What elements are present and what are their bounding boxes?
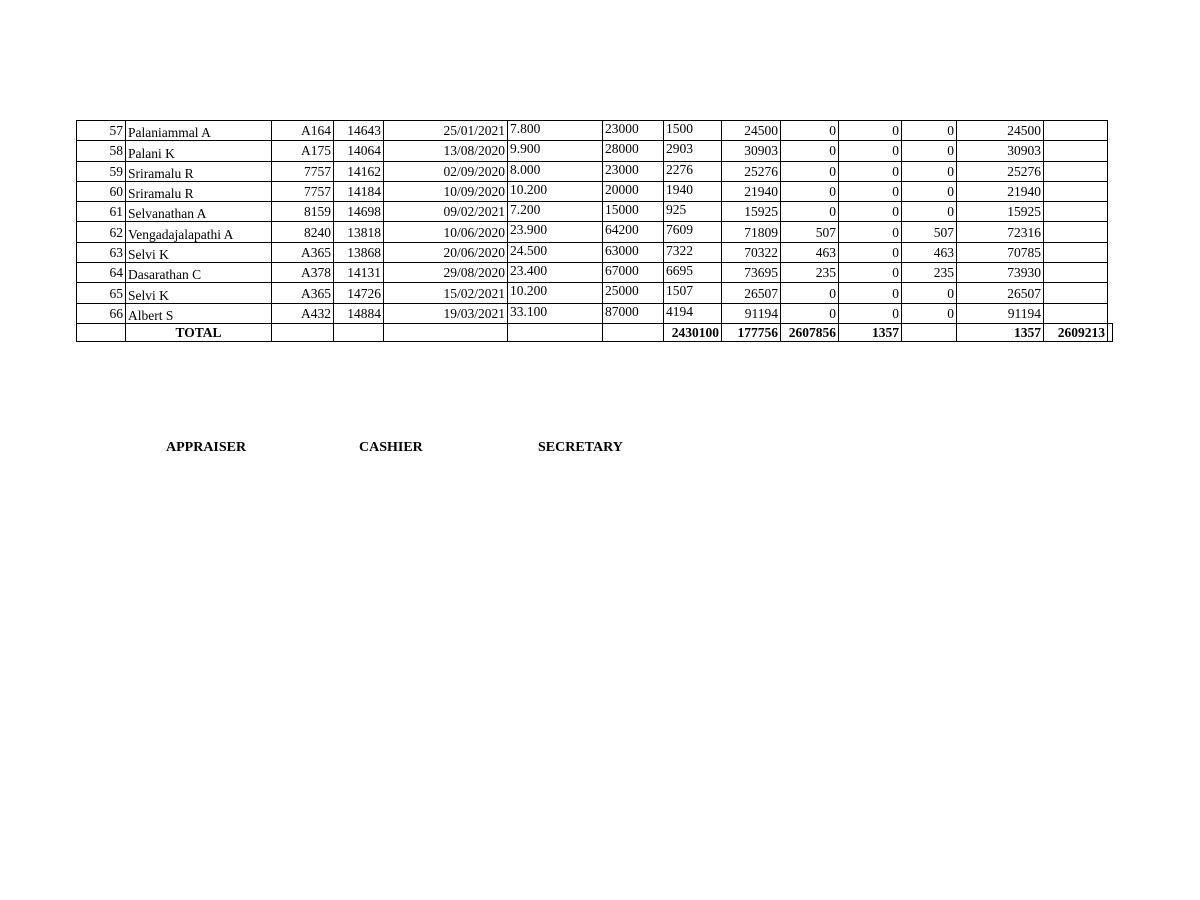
cell-amount: 73695 xyxy=(722,263,781,283)
cell-extra-charge: 463 xyxy=(781,242,839,262)
cell-remarks xyxy=(1044,222,1108,242)
cell-interest: 4194 xyxy=(664,303,722,323)
cell-interest: 1940 xyxy=(664,181,722,201)
cell-remarks xyxy=(1044,141,1108,161)
cell-loan-number: 13818 xyxy=(334,222,384,242)
cell-balance-charge: 0 xyxy=(902,303,957,323)
cell-member-id: A365 xyxy=(272,283,334,303)
cell-loan-number: 13868 xyxy=(334,242,384,262)
cell-member-id: A365 xyxy=(272,242,334,262)
cell-weight: 10.200 xyxy=(508,181,603,201)
cell-grand-amount: 72316 xyxy=(957,222,1044,242)
cell-balance-charge: 235 xyxy=(902,263,957,283)
cell-waiver: 0 xyxy=(839,181,902,201)
cell-customer-name: Dasarathan C xyxy=(126,263,272,283)
cell-waiver: 0 xyxy=(839,242,902,262)
cell-waiver: 0 xyxy=(839,121,902,141)
total-balance-charge xyxy=(902,323,957,341)
cell-grand-amount: 26507 xyxy=(957,283,1044,303)
cell-member-id: 8159 xyxy=(272,202,334,222)
cell-weight: 7.800 xyxy=(508,121,603,141)
cell-extra-charge: 0 xyxy=(781,303,839,323)
cell-remarks xyxy=(1044,202,1108,222)
cell-interest: 2276 xyxy=(664,161,722,181)
cell-waiver: 0 xyxy=(839,263,902,283)
total-weight xyxy=(508,323,603,341)
cell-loan-date: 10/06/2020 xyxy=(384,222,508,242)
secretary-signature-label: SECRETARY xyxy=(538,440,623,455)
cell-customer-name: Palaniammal A xyxy=(126,121,272,141)
cell-balance-charge: 0 xyxy=(902,283,957,303)
cell-amount: 71809 xyxy=(722,222,781,242)
cell-principal: 87000 xyxy=(603,303,664,323)
loan-ledger-table xyxy=(76,120,1113,342)
cell-remarks xyxy=(1044,161,1108,181)
cell-grand-amount: 21940 xyxy=(957,181,1044,201)
cell-grand-amount: 30903 xyxy=(957,141,1044,161)
cell-loan-number: 14064 xyxy=(334,141,384,161)
cell-member-id: A175 xyxy=(272,141,334,161)
total-undefined xyxy=(1108,323,1113,341)
cell-member-id: A378 xyxy=(272,263,334,283)
table-row xyxy=(77,242,1113,262)
table-row xyxy=(77,222,1113,242)
cell-member-id: 7757 xyxy=(272,181,334,201)
cell-grand-amount: 15925 xyxy=(957,202,1044,222)
cell-balance-charge: 0 xyxy=(902,202,957,222)
cell-loan-number: 14184 xyxy=(334,181,384,201)
cell-member-id: A432 xyxy=(272,303,334,323)
cell-grand-amount: 91194 xyxy=(957,303,1044,323)
cell-loan-date: 02/09/2020 xyxy=(384,161,508,181)
cell-principal: 23000 xyxy=(603,121,664,141)
cell-waiver: 0 xyxy=(839,202,902,222)
cell-interest: 6695 xyxy=(664,263,722,283)
cell-loan-date: 09/02/2021 xyxy=(384,202,508,222)
cell-loan-number: 14884 xyxy=(334,303,384,323)
cell-weight: 23.900 xyxy=(508,222,603,242)
cell-extra-charge: 507 xyxy=(781,222,839,242)
cell-loan-date: 15/02/2021 xyxy=(384,283,508,303)
table-row xyxy=(77,263,1113,283)
total-member-id xyxy=(272,323,334,341)
cell-customer-name: Selvi K xyxy=(126,283,272,303)
cell-amount: 21940 xyxy=(722,181,781,201)
cell-interest: 1500 xyxy=(664,121,722,141)
cell-interest: 7609 xyxy=(664,222,722,242)
cell-grand-amount: 70785 xyxy=(957,242,1044,262)
cell-balance-charge: 0 xyxy=(902,121,957,141)
table-row xyxy=(77,141,1113,161)
cell-member-id: A164 xyxy=(272,121,334,141)
total-extra-charge: 2607856 xyxy=(781,323,839,341)
cell-loan-number: 14131 xyxy=(334,263,384,283)
cell-row-number: 59 xyxy=(77,161,126,181)
cell-weight: 8.000 xyxy=(508,161,603,181)
cell-amount: 25276 xyxy=(722,161,781,181)
cell-interest: 925 xyxy=(664,202,722,222)
cell-loan-date: 20/06/2020 xyxy=(384,242,508,262)
cell-waiver: 0 xyxy=(839,161,902,181)
cell-loan-number: 14643 xyxy=(334,121,384,141)
table-row xyxy=(77,121,1113,141)
table-row xyxy=(77,202,1113,222)
cell-balance-charge: 0 xyxy=(902,181,957,201)
cell-remarks xyxy=(1044,121,1108,141)
cell-amount: 30903 xyxy=(722,141,781,161)
total-principal xyxy=(603,323,664,341)
cell-remarks xyxy=(1044,283,1108,303)
total-loan-date xyxy=(384,323,508,341)
cell-row-number: 58 xyxy=(77,141,126,161)
cell-extra-charge: 0 xyxy=(781,202,839,222)
cell-extra-charge: 0 xyxy=(781,141,839,161)
cell-member-id: 7757 xyxy=(272,161,334,181)
cell-row-number: 65 xyxy=(77,283,126,303)
cell-remarks xyxy=(1044,181,1108,201)
cell-grand-amount: 73930 xyxy=(957,263,1044,283)
cell-grand-amount: 25276 xyxy=(957,161,1044,181)
total-label: TOTAL xyxy=(126,323,272,341)
cell-row-number: 64 xyxy=(77,263,126,283)
cell-amount: 24500 xyxy=(722,121,781,141)
cell-weight: 9.900 xyxy=(508,141,603,161)
cell-balance-charge: 507 xyxy=(902,222,957,242)
cell-customer-name: Palani K xyxy=(126,141,272,161)
cashier-signature-label: CASHIER xyxy=(359,440,423,455)
cell-balance-charge: 0 xyxy=(902,141,957,161)
cell-principal: 15000 xyxy=(603,202,664,222)
cell-principal: 67000 xyxy=(603,263,664,283)
cell-loan-date: 25/01/2021 xyxy=(384,121,508,141)
cell-principal: 25000 xyxy=(603,283,664,303)
cell-extra-charge: 0 xyxy=(781,283,839,303)
cell-amount: 91194 xyxy=(722,303,781,323)
total-remarks: 2609213 xyxy=(1044,323,1108,341)
cell-extra-charge: 235 xyxy=(781,263,839,283)
cell-row-number: 57 xyxy=(77,121,126,141)
total-interest: 2430100 xyxy=(664,323,722,341)
table-row xyxy=(77,283,1113,303)
cell-waiver: 0 xyxy=(839,222,902,242)
cell-loan-number: 14698 xyxy=(334,202,384,222)
cell-loan-number: 14726 xyxy=(334,283,384,303)
total-grand-amount: 1357 xyxy=(957,323,1044,341)
cell-remarks xyxy=(1044,263,1108,283)
cell-weight: 24.500 xyxy=(508,242,603,262)
cell-waiver: 0 xyxy=(839,283,902,303)
cell-principal: 23000 xyxy=(603,161,664,181)
cell-loan-date: 13/08/2020 xyxy=(384,141,508,161)
cell-principal: 64200 xyxy=(603,222,664,242)
cell-customer-name: Sriramalu R xyxy=(126,161,272,181)
cell-weight: 7.200 xyxy=(508,202,603,222)
cell-weight: 23.400 xyxy=(508,263,603,283)
cell-waiver: 0 xyxy=(839,303,902,323)
cell-member-id: 8240 xyxy=(272,222,334,242)
cell-row-number: 60 xyxy=(77,181,126,201)
cell-balance-charge: 0 xyxy=(902,161,957,181)
cell-row-number: 62 xyxy=(77,222,126,242)
cell-weight: 33.100 xyxy=(508,303,603,323)
cell-customer-name: Albert S xyxy=(126,303,272,323)
cell-customer-name: Vengadajalapathi A xyxy=(126,222,272,242)
cell-customer-name: Selvanathan A xyxy=(126,202,272,222)
cell-amount: 26507 xyxy=(722,283,781,303)
cell-interest: 1507 xyxy=(664,283,722,303)
total-blank-cell xyxy=(77,323,126,341)
table-row xyxy=(77,161,1113,181)
cell-waiver: 0 xyxy=(839,141,902,161)
cell-principal: 20000 xyxy=(603,181,664,201)
ledger-body xyxy=(77,121,1113,342)
cell-extra-charge: 0 xyxy=(781,181,839,201)
cell-row-number: 63 xyxy=(77,242,126,262)
cell-interest: 7322 xyxy=(664,242,722,262)
cell-loan-date: 19/03/2021 xyxy=(384,303,508,323)
cell-remarks xyxy=(1044,242,1108,262)
cell-principal: 63000 xyxy=(603,242,664,262)
cell-extra-charge: 0 xyxy=(781,121,839,141)
cell-loan-date: 10/09/2020 xyxy=(384,181,508,201)
appraiser-signature-label: APPRAISER xyxy=(166,440,247,455)
cell-loan-number: 14162 xyxy=(334,161,384,181)
table-row xyxy=(77,303,1113,323)
cell-amount: 15925 xyxy=(722,202,781,222)
cell-remarks xyxy=(1044,303,1108,323)
cell-weight: 10.200 xyxy=(508,283,603,303)
cell-amount: 70322 xyxy=(722,242,781,262)
cell-extra-charge: 0 xyxy=(781,161,839,181)
cell-principal: 28000 xyxy=(603,141,664,161)
total-row xyxy=(77,323,1113,341)
total-loan-number xyxy=(334,323,384,341)
cell-balance-charge: 463 xyxy=(902,242,957,262)
cell-customer-name: Selvi K xyxy=(126,242,272,262)
total-amount: 177756 xyxy=(722,323,781,341)
cell-grand-amount: 24500 xyxy=(957,121,1044,141)
cell-row-number: 61 xyxy=(77,202,126,222)
table-row xyxy=(77,181,1113,201)
total-waiver: 1357 xyxy=(839,323,902,341)
cell-interest: 2903 xyxy=(664,141,722,161)
cell-customer-name: Sriramalu R xyxy=(126,181,272,201)
cell-row-number: 66 xyxy=(77,303,126,323)
cell-loan-date: 29/08/2020 xyxy=(384,263,508,283)
